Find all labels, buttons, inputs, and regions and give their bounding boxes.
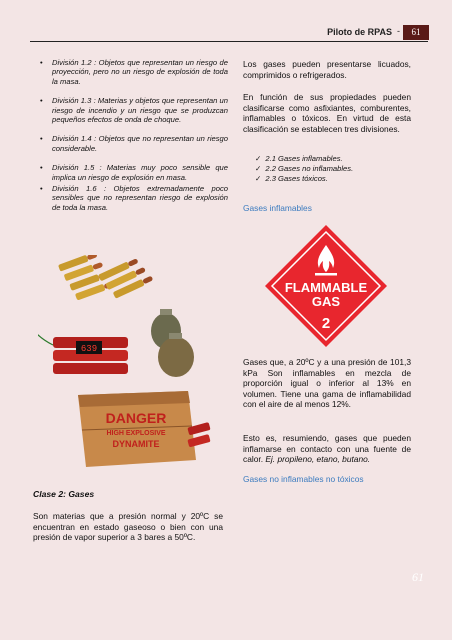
danger-crate-icon (78, 391, 211, 467)
dynamite-timer-icon (38, 333, 128, 374)
placard-line1: FLAMMABLE (284, 280, 368, 295)
placard-line2: GAS (311, 294, 341, 309)
check-icon: ✓ (255, 174, 262, 183)
section-heading-class2: Clase 2: Gases (33, 489, 95, 499)
division-item: • División 1.2 : Objetos que representan un riesgo de proyección, pero no un riesgo de explosión de toda la masa. (40, 58, 228, 86)
division-list (40, 58, 228, 222)
crate-sublabel: HIGH EXPLOSIVE (106, 430, 166, 437)
gases-classification: En función de sus propiedades pueden clasificarse como asfixiantes, comburentes, inflamables o tóxicos. En virtud de esta clasificación se establecen tres divisiones. (243, 92, 411, 134)
division-item: • División 1.5 : Materias muy poco sensible que implica un riesgo de explosión en masa. (40, 163, 228, 182)
check-icon: ✓ (255, 154, 262, 163)
division-item: • División 1.4 : Objetos que no representan un riesgo considerable. (40, 134, 228, 153)
crate-label: DANGER (105, 410, 167, 426)
gases-intro: Los gases pueden presentarse licuados, comprimidos o refrigerados. (243, 59, 411, 80)
division-item: • División 1.3 : Materias y objetos que representan un riesgo de incendio y un riesgo que se produzcan pequeños efectos de onda de choque. (40, 96, 228, 124)
header-title: Piloto de RPAS (327, 27, 392, 37)
grenade-icon (151, 309, 194, 377)
class2-definition: Son materias que a presión normal y 20ºC se encuentran en estado gaseoso o bien con una presión de vapor superior a 3 bares a 50ºC. (33, 511, 223, 542)
bullets-icon (58, 255, 154, 303)
subheading-flammable-gases: Gases inflamables (243, 203, 312, 213)
gas-divisions-list (255, 154, 405, 184)
header-dash: - (397, 26, 400, 36)
examples: Ej. propileno, etano, butano. (265, 454, 371, 464)
flammable-gases-definition: Gases que, a 20ºC y a una presión de 101,3 kPa Son inflamables en mezcla de proporción igual o inferior al 13% en volumen. Tiene una gama de inflamabilidad con el aire de al menos 12%. (243, 357, 411, 409)
timer-readout: 639 (80, 344, 98, 354)
check-icon: ✓ (255, 164, 262, 173)
flammable-gases-summary: Esto es, resumiendo, gases que pueden inflamarse en contacto con una fuente de calor. Ej. propileno, etano, butano. (243, 433, 411, 464)
gas-division-item: ✓ 2.3 Gases tóxicos. (255, 174, 328, 183)
placard-class-number: 2 (321, 315, 331, 332)
division-item: • División 1.6 : Objetos extremadamente poco sensibles que no representan riesgo de explosión de toda la masa. (40, 184, 228, 212)
gas-division-item: ✓ 2.1 Gases inflamables. (255, 154, 343, 163)
gas-division-item: ✓ 2.2 Gases no inflamables. (255, 164, 354, 173)
page-number: 61 (412, 570, 424, 584)
crate-sublabel2: DYNAMITE (112, 439, 160, 449)
subheading-nonflammable-gases: Gases no inflamables no tóxicos (243, 474, 364, 484)
flammable-gas-placard-icon (263, 223, 389, 349)
header-page-box: 61 (403, 25, 429, 40)
header-rule (30, 41, 428, 42)
explosives-illustration (38, 255, 228, 475)
